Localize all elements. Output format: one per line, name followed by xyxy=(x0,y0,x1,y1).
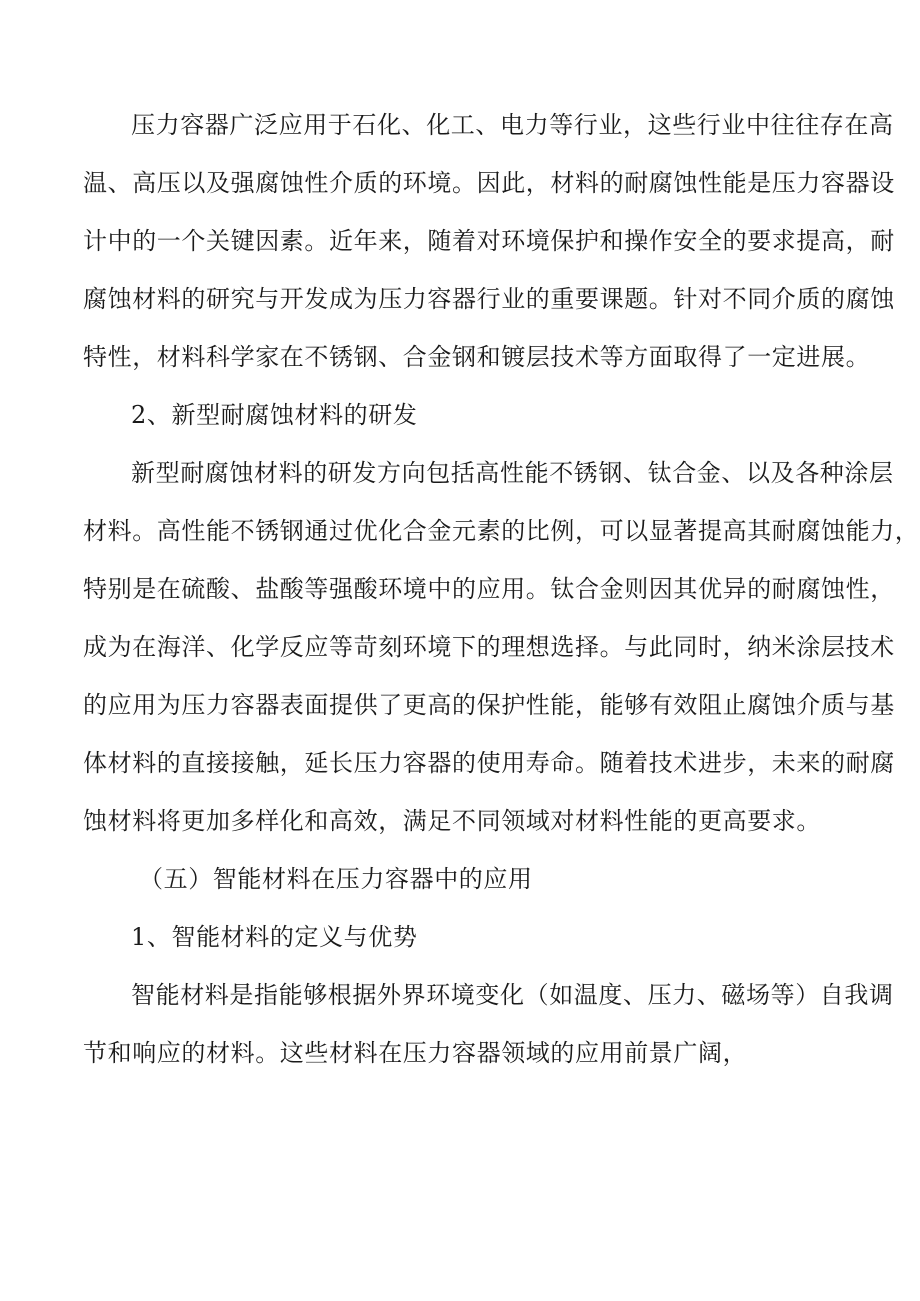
paragraph-line: 节和响应的材料。这些材料在压力容器领域的应用前景广阔， xyxy=(83,1039,748,1067)
paragraph-pressure-vessel-corrosion xyxy=(83,96,895,386)
paragraph-smart-materials xyxy=(83,966,894,1082)
paragraph-line: 成为在海洋、化学反应等苛刻环境下的理想选择。与此同时，纳米涂层技术 xyxy=(83,633,895,661)
paragraph-line: 计中的一个关键因素。近年来，随着对环境保护和操作安全的要求提高，耐 xyxy=(83,227,895,255)
paragraph-line: 智能材料是指能够根据外界环境变化（如温度、压力、磁场等）自我调 xyxy=(131,981,894,1009)
paragraph-line: 体材料的直接接触，延长压力容器的使用寿命。随着技术进步，未来的耐腐 xyxy=(83,749,895,777)
paragraph-line: 材料。高性能不锈钢通过优化合金元素的比例，可以显著提高其耐腐蚀能力， xyxy=(83,517,920,545)
paragraph-line: 新型耐腐蚀材料的研发方向包括高性能不锈钢、钛合金、以及各种涂层 xyxy=(131,459,894,487)
section-heading-new-materials: 2、新型耐腐蚀材料的研发 xyxy=(131,401,418,429)
paragraph-new-materials xyxy=(83,444,920,850)
paragraph-line: 温、高压以及强腐蚀性介质的环境。因此，材料的耐腐蚀性能是压力容器设 xyxy=(83,169,895,197)
paragraph-line: 压力容器广泛应用于石化、化工、电力等行业，这些行业中往往存在高 xyxy=(131,111,894,139)
chapter-heading-smart-materials: （五）智能材料在压力容器中的应用 xyxy=(139,865,533,893)
paragraph-line: 的应用为压力容器表面提供了更高的保护性能，能够有效阻止腐蚀介质与基 xyxy=(83,691,895,719)
paragraph-line: 腐蚀材料的研究与开发成为压力容器行业的重要课题。针对不同介质的腐蚀 xyxy=(83,285,895,313)
section-heading-smart-definition: 1、智能材料的定义与优势 xyxy=(131,923,418,951)
paragraph-line: 特性，材料科学家在不锈钢、合金钢和镀层技术等方面取得了一定进展。 xyxy=(83,343,871,371)
document-page xyxy=(83,96,920,1082)
paragraph-line: 特别是在硫酸、盐酸等强酸环境中的应用。钛合金则因其优异的耐腐蚀性， xyxy=(83,575,895,603)
paragraph-line: 蚀材料将更加多样化和高效，满足不同领域对材料性能的更高要求。 xyxy=(83,807,821,835)
